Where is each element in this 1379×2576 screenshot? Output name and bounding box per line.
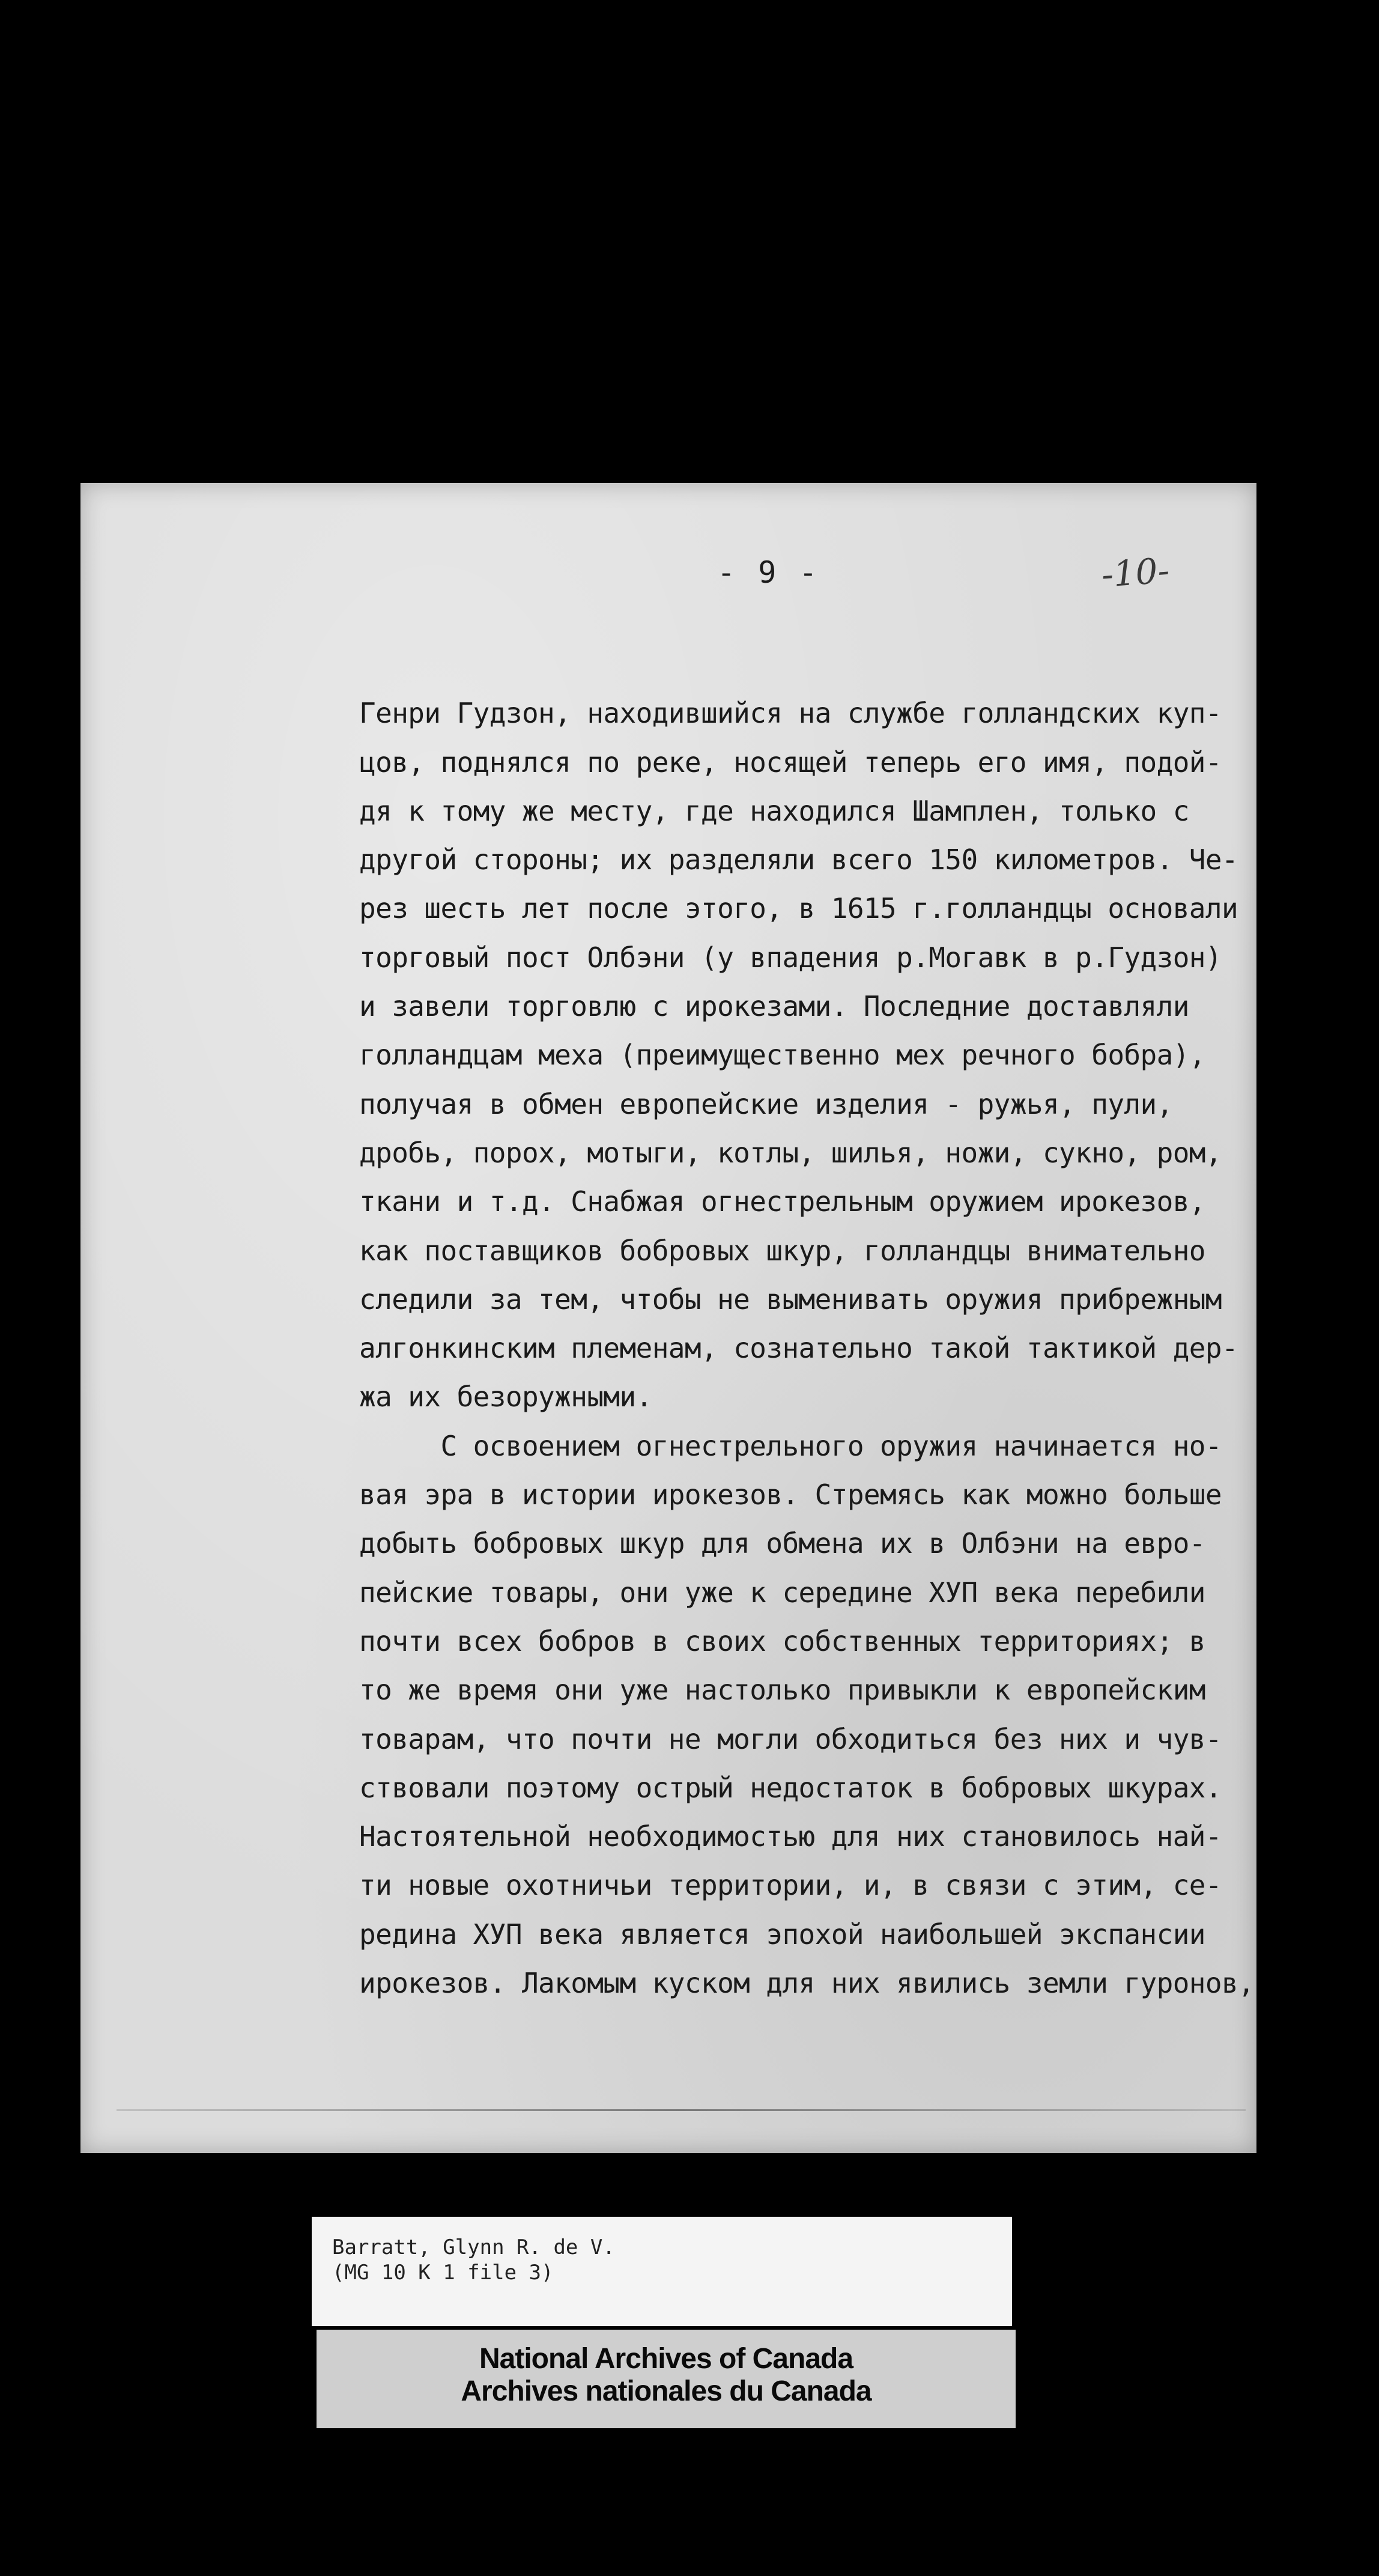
text-line: рез шесть лет после этого, в 1615 г.голландцы основали [359,892,1238,925]
text-line: добыть бобровых шкур для обмена их в Олбэни на евро- [359,1527,1205,1560]
text-line: ствовали поэтому острый недостаток в бобровых шкурах. [359,1771,1222,1804]
text-line: С освоением огнестрельного оружия начинается но- [359,1429,1222,1462]
text-line: получая в обмен европейские изделия - ружья, пули, [359,1087,1173,1120]
text-line: ткани и т.д. Снабжая огнестрельным оружием ирокезов, [359,1185,1205,1218]
text-line: торговый пост Олбэни (у впадения р.Могавк в р.Гудзон) [359,941,1222,974]
text-line: почти всех бобров в своих собственных территориях; в [359,1624,1205,1657]
text-line: Настоятельной необходимостью для них становилось най- [359,1820,1222,1853]
text-line: голландцам меха (преимущественно мех речного бобра), [359,1039,1205,1072]
text-line: то же время они уже настолько привыкли к европейским [359,1674,1205,1707]
archive-name-french: Archives nationales du Canada [461,2375,871,2407]
archive-banner [317,2330,1016,2428]
handwritten-page-number: -10- [1100,550,1171,595]
typed-body-text [359,640,1255,2008]
text-line: дя к тому же месту, где находился Шамплен, только с [359,794,1189,827]
text-line: вая эра в истории ирокезов. Стремясь как можно больше [359,1478,1222,1511]
text-line: следили за тем, чтобы не выменивать оружия прибрежным [359,1283,1222,1316]
scanned-page [80,483,1256,2153]
citation-author: Barratt, Glynn R. de V. [332,2235,615,2259]
citation-label [312,2217,1012,2326]
text-line: и завели торговлю с ирокезами. Последние доставляли [359,990,1189,1023]
text-line: дробь, порох, мотыги, котлы, шилья, ножи, сукно, ром, [359,1136,1222,1169]
text-line: товарам, что почти не могли обходиться без них и чув- [359,1722,1222,1755]
page-edge-shadow [117,2109,1246,2111]
text-line: алгонкинским племенам, сознательно такой тактикой дер- [359,1332,1238,1365]
text-line: цов, поднялся по реке, носящей теперь его имя, подой- [359,746,1222,779]
text-line: ти новые охотничьи территории, и, в связи с этим, се- [359,1869,1222,1902]
text-line: другой стороны; их разделяли всего 150 километров. Че- [359,843,1238,876]
page-number: - 9 - [717,555,820,590]
text-line: пейские товары, они уже к середине ХУП века перебили [359,1576,1205,1609]
text-line: Генри Гудзон, находившийся на службе голландских куп- [359,697,1222,730]
archive-name-english: National Archives of Canada [479,2343,853,2375]
text-line: ирокезов. Лакомым куском для них явились земли гуронов, [359,1967,1255,2000]
citation-file-reference: (MG 10 K 1 file 3) [332,2261,554,2285]
text-line: редина ХУП века является эпохой наибольшей экспансии [359,1918,1205,1951]
text-line: как поставщиков бобровых шкур, голландцы внимательно [359,1234,1205,1267]
text-line: жа их безоружными. [359,1381,652,1414]
